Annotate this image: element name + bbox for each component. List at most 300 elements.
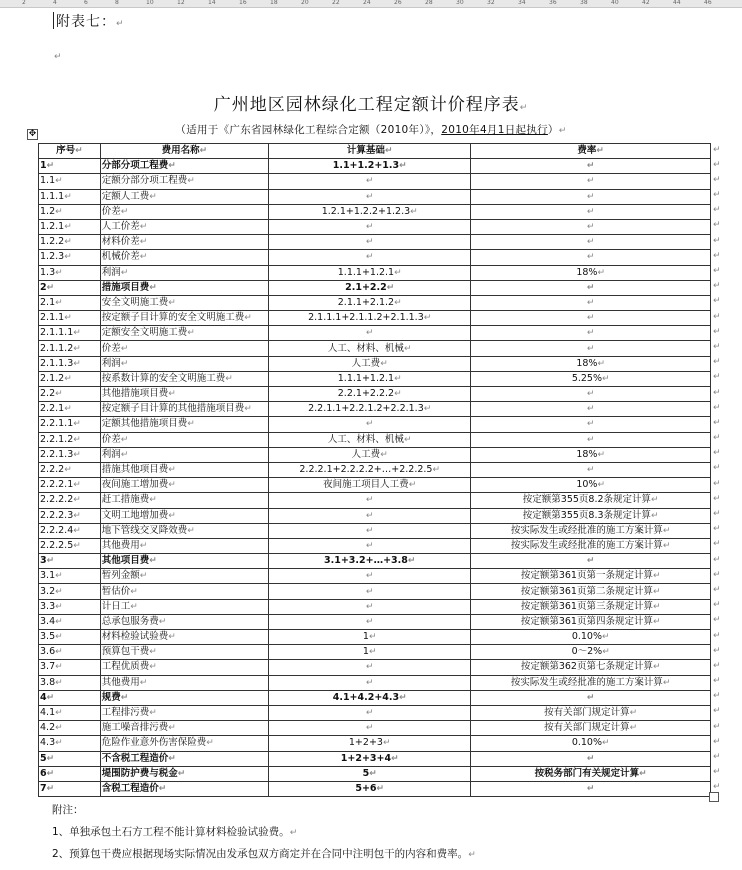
table-row [39,356,711,371]
row-rate-cell[interactable] [471,356,711,371]
row-name-cell[interactable] [100,402,268,417]
row-end-mark-icon: ↵ [713,387,721,398]
row-basis-cell[interactable] [269,584,471,599]
header-rate[interactable]: 费率↵ [471,144,711,159]
cell-text: 按有关部门规定计算 [544,707,630,719]
cell-mark-icon: ↵ [586,328,595,339]
row-basis-cell[interactable] [269,538,471,553]
row-no-cell[interactable] [39,159,101,174]
row-basis-cell[interactable] [269,235,471,250]
row-rate-cell[interactable] [471,538,711,553]
row-name-cell[interactable] [100,523,268,538]
row-no-cell[interactable] [39,311,101,326]
row-name-cell[interactable] [100,705,268,720]
row-basis-cell[interactable] [269,630,471,645]
row-no-cell[interactable] [39,493,101,508]
paragraph-mark-icon: ↵ [54,52,62,62]
cell-mark-icon: ↵ [369,768,377,779]
row-rate-cell[interactable] [471,660,711,675]
row-name-cell[interactable] [100,174,268,189]
row-rate-cell[interactable] [471,462,711,477]
row-no-cell[interactable] [39,371,101,386]
row-end-mark-icon: ↵ [713,448,721,459]
row-name-cell[interactable] [100,584,268,599]
row-basis-cell[interactable] [269,690,471,705]
row-basis-cell[interactable] [269,462,471,477]
row-end-mark-icon: ↵ [713,554,721,565]
row-name-cell[interactable] [100,159,268,174]
cell-mark-icon: ↵ [120,343,129,354]
cell-mark-icon: ↵ [394,267,402,278]
table-row [39,493,711,508]
cell-mark-icon: ↵ [586,297,595,308]
cell-text: 夜间施工增加费 [101,479,169,491]
row-no-cell[interactable] [39,265,101,280]
cell-text: 2.2.1 [40,403,65,415]
row-name-cell[interactable] [100,235,268,250]
row-name-cell[interactable] [100,493,268,508]
cell-text: 1.2.2 [40,236,65,248]
cell-text: 3.6 [40,646,56,658]
cell-mark-icon: ↵ [380,358,388,369]
row-rate-cell[interactable] [471,675,711,690]
cell-mark-icon: ↵ [55,632,63,643]
row-rate-cell[interactable] [471,554,711,569]
row-basis-cell[interactable] [269,402,471,417]
row-basis-cell[interactable] [269,781,471,796]
row-rate-cell[interactable] [471,569,711,584]
row-name-cell[interactable] [100,356,268,371]
table-row [39,569,711,584]
row-rate-cell[interactable] [471,265,711,280]
cell-mark-icon: ↵ [586,753,595,764]
cell-text: 2.1.2 [40,372,65,384]
cell-mark-icon: ↵ [64,237,72,248]
cell-mark-icon: ↵ [158,616,167,627]
cell-mark-icon: ↵ [365,237,374,248]
cell-text: 5.25% [571,372,602,384]
row-name-cell[interactable] [100,295,268,310]
cell-mark-icon: ↵ [586,222,595,233]
cell-mark-icon: ↵ [602,738,610,749]
row-basis-cell[interactable] [269,417,471,432]
row-basis-cell[interactable] [269,675,471,690]
row-no-cell[interactable] [39,569,101,584]
row-basis-cell[interactable] [269,174,471,189]
row-rate-cell[interactable] [471,295,711,310]
row-no-cell[interactable] [39,599,101,614]
row-no-cell[interactable] [39,721,101,736]
row-rate-cell[interactable] [471,341,711,356]
cell-text: 3.4 [40,615,56,627]
row-no-cell[interactable] [39,584,101,599]
cell-mark-icon: ↵ [399,692,407,703]
row-rate-cell[interactable] [471,645,711,660]
cell-mark-icon: ↵ [139,222,148,233]
row-name-cell[interactable] [100,645,268,660]
table-row [39,295,711,310]
row-basis-cell[interactable] [269,432,471,447]
row-basis-cell[interactable] [269,280,471,295]
cell-text: 夜间施工项目人工费 [323,479,409,491]
row-basis-cell[interactable] [269,341,471,356]
ruler[interactable] [0,0,742,8]
row-no-cell[interactable] [39,387,101,402]
row-rate-cell[interactable] [471,766,711,781]
cell-text: 0.10% [571,631,602,643]
row-end-mark-icon: ↵ [713,752,721,762]
row-name-cell[interactable] [100,280,268,295]
row-rate-cell[interactable] [471,219,711,234]
row-no-cell[interactable] [39,432,101,447]
row-name-cell[interactable] [100,417,268,432]
cell-text: 2.2.2.5 [40,539,74,551]
row-no-cell[interactable] [39,508,101,523]
row-rate-cell[interactable] [471,417,711,432]
row-no-cell[interactable] [39,705,101,720]
row-name-cell[interactable] [100,508,268,523]
row-basis-cell[interactable] [269,204,471,219]
row-basis-cell[interactable] [269,371,471,386]
cell-text: 2.2.2.4 [40,524,74,536]
row-rate-cell[interactable] [471,189,711,204]
cell-text: 2.2.2.1 [40,479,74,491]
cell-text: 2.2.2.3 [40,509,74,521]
row-basis-cell[interactable] [269,660,471,675]
row-no-cell[interactable] [39,280,101,295]
row-rate-cell[interactable] [471,523,711,538]
header-basis[interactable]: 计算基础↵ [269,144,471,159]
row-name-cell[interactable] [100,219,268,234]
row-basis-cell[interactable] [269,447,471,462]
row-name-cell[interactable] [100,781,268,796]
cell-mark-icon: ↵ [365,222,374,233]
cell-text: 定额其他措施项目费 [101,418,188,430]
row-name-cell[interactable] [100,614,268,629]
row-name-cell[interactable] [100,250,268,265]
cell-mark-icon: ↵ [55,677,63,688]
cell-mark-icon: ↵ [187,419,195,430]
row-name-cell[interactable] [100,736,268,751]
row-basis-cell[interactable] [269,614,471,629]
cell-text: 按税务部门有关规定计算 [534,767,640,779]
row-name-cell[interactable] [100,311,268,326]
row-no-cell[interactable] [39,447,101,462]
table-row [39,766,711,781]
row-rate-cell[interactable] [471,690,711,705]
ruler-number: 30 [456,0,464,6]
row-no-cell[interactable] [39,204,101,219]
table-header-row [39,144,711,159]
cell-text: 措施项目费 [101,281,150,293]
cell-mark-icon: ↵ [120,358,129,369]
row-no-cell[interactable] [39,417,101,432]
cell-text: 1.3 [40,266,56,278]
header-no[interactable]: 序号↵ [39,144,101,159]
cell-text: 按系数计算的安全文明施工费 [101,372,226,384]
cell-text: 地下管线交叉降效费 [101,524,188,536]
row-basis-cell[interactable] [269,599,471,614]
row-basis-cell[interactable] [269,387,471,402]
row-basis-cell[interactable] [269,736,471,751]
row-basis-cell[interactable] [269,311,471,326]
row-end-mark-icon: ↵ [713,736,721,747]
row-rate-cell[interactable] [471,174,711,189]
row-no-cell[interactable] [39,554,101,569]
row-basis-cell[interactable] [269,766,471,781]
cell-mark-icon: ↵ [403,434,412,445]
row-end-mark-icon: ↵ [713,569,721,580]
row-rate-cell[interactable] [471,781,711,796]
cell-mark-icon: ↵ [168,161,176,172]
cell-mark-icon: ↵ [244,404,252,415]
cell-text: 2.1.1.2 [40,342,74,354]
cell-mark-icon: ↵ [149,708,157,719]
row-no-cell[interactable] [39,295,101,310]
row-rate-cell[interactable] [471,311,711,326]
row-basis-cell[interactable] [269,751,471,766]
table-row [39,781,711,796]
row-no-cell[interactable] [39,736,101,751]
row-name-cell[interactable] [100,204,268,219]
cell-mark-icon: ↵ [365,708,374,719]
row-basis-cell[interactable] [269,478,471,493]
row-name-cell[interactable] [100,751,268,766]
row-name-cell[interactable] [100,721,268,736]
row-basis-cell[interactable] [269,159,471,174]
cell-text: 规费 [101,691,121,703]
ruler-number: 24 [363,0,371,6]
row-rate-cell[interactable] [471,599,711,614]
row-no-cell[interactable] [39,781,101,796]
row-no-cell[interactable] [39,538,101,553]
row-rate-cell[interactable] [471,280,711,295]
row-no-cell[interactable] [39,523,101,538]
row-no-cell[interactable] [39,645,101,660]
row-no-cell[interactable] [39,341,101,356]
row-rate-cell[interactable] [471,402,711,417]
row-rate-cell[interactable] [471,736,711,751]
row-basis-cell[interactable] [269,721,471,736]
row-name-cell[interactable] [100,630,268,645]
cell-text: 10% [576,479,598,491]
row-no-cell[interactable] [39,630,101,645]
row-rate-cell[interactable] [471,204,711,219]
cell-mark-icon: ↵ [365,191,374,202]
cell-text: 2.2 [40,388,56,400]
row-name-cell[interactable] [100,569,268,584]
row-rate-cell[interactable] [471,326,711,341]
row-basis-cell[interactable] [269,705,471,720]
table-row [39,705,711,720]
row-end-mark-icon: ↵ [713,235,721,246]
cell-mark-icon: ↵ [365,677,374,688]
row-no-cell[interactable] [39,660,101,675]
notes-heading-text: 附注： [52,804,84,816]
cell-mark-icon: ↵ [586,313,595,324]
table-row [39,508,711,523]
cell-mark-icon: ↵ [64,404,72,415]
row-name-cell[interactable] [100,265,268,280]
cell-mark-icon: ↵ [652,571,661,582]
row-rate-cell[interactable] [471,630,711,645]
row-basis-cell[interactable] [269,508,471,523]
row-no-cell[interactable] [39,462,101,477]
table-resize-handle-icon[interactable] [709,792,719,802]
row-end-mark-icon: ↵ [713,190,721,201]
cell-mark-icon: ↵ [73,525,81,536]
row-no-cell[interactable] [39,356,101,371]
row-end-mark-icon: ↵ [713,660,721,671]
cell-mark-icon: ↵ [55,616,63,627]
table-row [39,523,711,538]
cell-text: 按定额第355页8.2条规定计算 [522,494,652,506]
row-rate-cell[interactable] [471,721,711,736]
cell-mark-icon: ↵ [55,738,63,749]
row-end-mark-icon: ↵ [713,402,721,413]
table-move-handle-icon[interactable]: ✥ [28,129,37,139]
cell-text: 人工、材料、机械 [327,342,404,354]
row-basis-cell[interactable] [269,645,471,660]
row-rate-cell[interactable] [471,508,711,523]
cell-mark-icon: ↵ [586,783,595,794]
row-basis-cell[interactable] [269,356,471,371]
row-rate-cell[interactable] [471,493,711,508]
row-rate-cell[interactable] [471,447,711,462]
cell-mark-icon: ↵ [365,495,374,506]
cell-mark-icon: ↵ [586,161,595,172]
table-row [39,721,711,736]
row-name-cell[interactable] [100,189,268,204]
row-name-cell[interactable] [100,447,268,462]
row-rate-cell[interactable] [471,387,711,402]
row-no-cell[interactable] [39,614,101,629]
row-rate-cell[interactable] [471,584,711,599]
row-no-cell[interactable] [39,219,101,234]
row-name-cell[interactable] [100,341,268,356]
cell-text: 18% [576,448,598,460]
cell-mark-icon: ↵ [55,586,63,597]
cell-mark-icon: ↵ [120,692,129,703]
row-end-mark-icon: ↵ [713,174,721,185]
cell-text: 2.2.1.2 [40,433,74,445]
row-name-cell[interactable] [100,554,268,569]
row-basis-cell[interactable] [269,569,471,584]
cell-text: 1 [40,160,47,172]
cell-text: 3.2 [40,585,56,597]
cell-mark-icon: ↵ [602,632,610,643]
note-item-1 [52,824,297,839]
ruler-number: 4 [53,0,57,6]
row-no-cell[interactable] [39,326,101,341]
row-no-cell[interactable] [39,751,101,766]
table-row [39,614,711,629]
row-name-cell[interactable] [100,478,268,493]
row-basis-cell[interactable] [269,219,471,234]
cell-mark-icon: ↵ [365,419,374,430]
cell-mark-icon: ↵ [55,206,63,217]
row-rate-cell[interactable] [471,614,711,629]
subtitle-post: ） [547,124,559,136]
cell-mark-icon: ↵ [55,176,63,187]
table-row [39,660,711,675]
cell-text: 0.10% [571,737,602,749]
row-no-cell[interactable] [39,189,101,204]
row-basis-cell[interactable] [269,493,471,508]
row-no-cell[interactable] [39,174,101,189]
row-rate-cell[interactable] [471,751,711,766]
cell-text: 按定额第361页第三条规定计算 [520,600,653,612]
header-name[interactable]: 费用名称↵ [100,144,268,159]
row-end-mark-icon: ↵ [713,159,721,170]
cell-mark-icon: ↵ [380,449,388,460]
row-name-cell[interactable] [100,371,268,386]
row-rate-cell[interactable] [471,235,711,250]
row-rate-cell[interactable] [471,478,711,493]
row-end-mark-icon: ↵ [713,615,721,626]
row-end-mark-icon: ↵ [713,144,721,155]
row-basis-cell[interactable] [269,250,471,265]
row-rate-cell[interactable] [471,371,711,386]
row-basis-cell[interactable] [269,295,471,310]
row-name-cell[interactable] [100,599,268,614]
row-basis-cell[interactable] [269,326,471,341]
row-basis-cell[interactable] [269,523,471,538]
table-row [39,584,711,599]
cell-mark-icon: ↵ [423,404,432,415]
row-basis-cell[interactable] [269,265,471,280]
row-no-cell[interactable] [39,235,101,250]
table-row [39,599,711,614]
row-name-cell[interactable] [100,690,268,705]
row-name-cell[interactable] [100,766,268,781]
row-no-cell[interactable] [39,690,101,705]
row-no-cell[interactable] [39,766,101,781]
cell-mark-icon: ↵ [662,540,671,551]
row-end-mark-icon: ↵ [713,463,721,474]
cell-mark-icon: ↵ [365,616,374,627]
cell-text: 按定额第361页第二条规定计算 [520,585,653,597]
table-row [39,387,711,402]
row-no-cell[interactable] [39,250,101,265]
row-no-cell[interactable] [39,402,101,417]
row-name-cell[interactable] [100,462,268,477]
cell-text: 1.2 [40,205,56,217]
cell-text: 文明工地增加费 [101,509,169,521]
row-no-cell[interactable] [39,478,101,493]
row-basis-cell[interactable] [269,554,471,569]
cell-mark-icon: ↵ [365,662,374,673]
row-name-cell[interactable] [100,326,268,341]
row-rate-cell[interactable] [471,159,711,174]
cell-mark-icon: ↵ [73,328,81,339]
row-rate-cell[interactable] [471,705,711,720]
row-end-mark-icon: ↵ [713,326,721,337]
row-name-cell[interactable] [100,432,268,447]
row-rate-cell[interactable] [471,250,711,265]
row-name-cell[interactable] [100,660,268,675]
cell-text: 工程排污费 [101,707,150,719]
row-no-cell[interactable] [39,675,101,690]
row-basis-cell[interactable] [269,189,471,204]
cell-mark-icon: ↵ [177,768,186,779]
cell-mark-icon: ↵ [168,297,176,308]
row-rate-cell[interactable] [471,432,711,447]
row-end-mark-icon: ↵ [713,691,721,702]
row-name-cell[interactable] [100,675,268,690]
row-name-cell[interactable] [100,538,268,553]
row-name-cell[interactable] [100,387,268,402]
